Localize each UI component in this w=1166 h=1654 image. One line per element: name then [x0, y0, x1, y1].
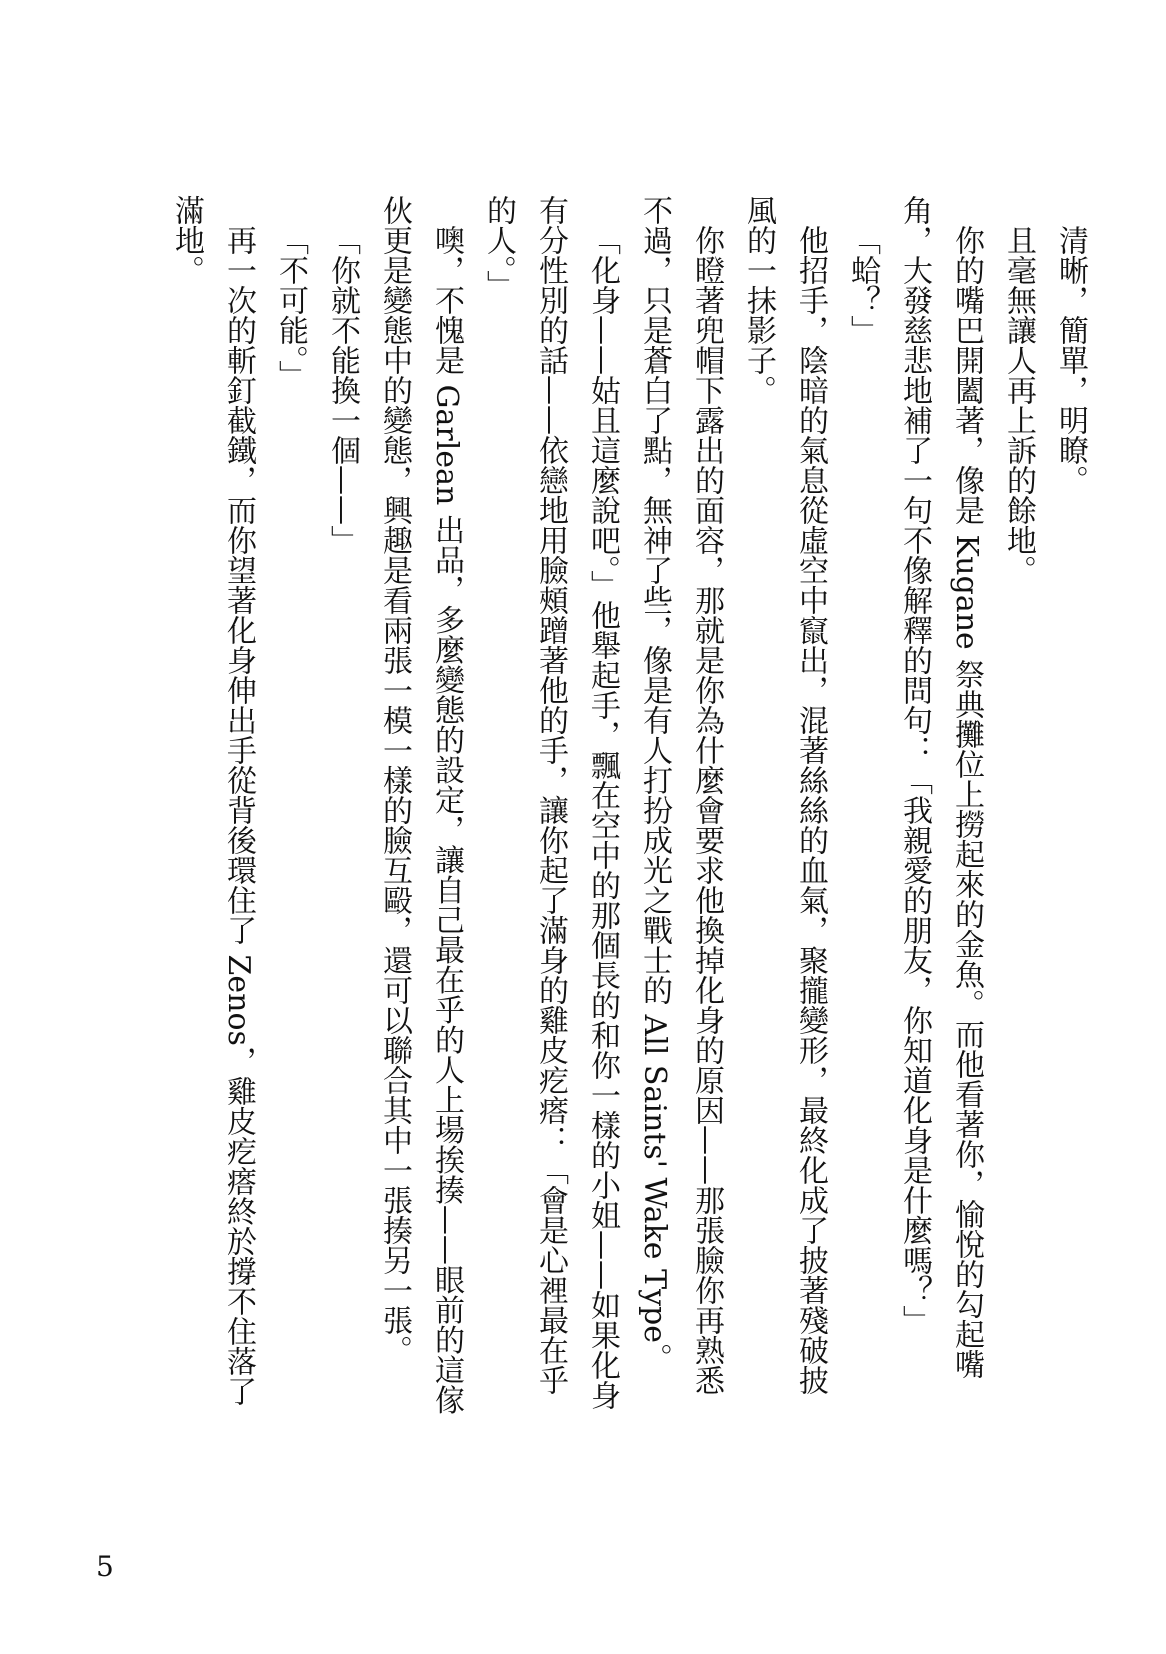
- paragraph-6: 你瞪著兜帽下露出的面容，那就是你為什麼會要求他換掉化身的原因——那張臉你再熟悉不過，只是蒼白了點，無神了些，像是有人打扮成光之戰士的 All Saints' Wake Type。: [637, 195, 724, 1395]
- paragraph-5: 他招手，陰暗的氣息從虛空中竄出，混著絲絲的血氣，聚攏變形，最終化成了披著殘破披風的一抹影子。: [741, 195, 828, 1395]
- paragraph-3: 你的嘴巴開闔著，像是 Kugane 祭典攤位上撈起來的金魚。而他看著你，愉悅的勾起嘴角，大發慈悲地補了一句不像解釋的問句：「我親愛的朋友，你知道化身是什麼嗎？」: [897, 195, 984, 1380]
- paragraph-8: 噢，不愧是 Garlean 出品，多麼變態的設定，讓自己最在乎的人上場挨揍——眼前的這傢伙更是變態中的變態，興趣是看兩張一模一樣的臉互毆，還可以聯合其中一張揍另一張。: [377, 195, 464, 1415]
- paragraph-7: 「化身——姑且這麼說吧。」他舉起手，飄在空中的那個長的和你一樣的小姐——如果化身有分性別的話——依戀地用臉頰蹭著他的手，讓你起了滿身的雞皮疙瘩：「會是心裡最在乎的人。」: [481, 195, 620, 1410]
- page-number: 5: [96, 1550, 114, 1583]
- paragraph-11: 再一次的斬釘截鐵，而你望著化身伸出手從背後環住了 Zenos，雞皮疙瘩終於撐不住落了滿地。: [169, 195, 256, 1406]
- paragraph-10: 「不可能。」: [273, 225, 308, 390]
- paragraph-2: 且毫無讓人再上訴的餘地。: [1001, 225, 1036, 585]
- vertical-text-body: [96, 195, 1096, 1415]
- paragraph-9: 「你就不能換一個——」: [325, 225, 360, 555]
- paragraph-1: 清晰，簡單，明瞭。: [1053, 225, 1088, 495]
- paragraph-4: 「蛤？」: [845, 225, 880, 345]
